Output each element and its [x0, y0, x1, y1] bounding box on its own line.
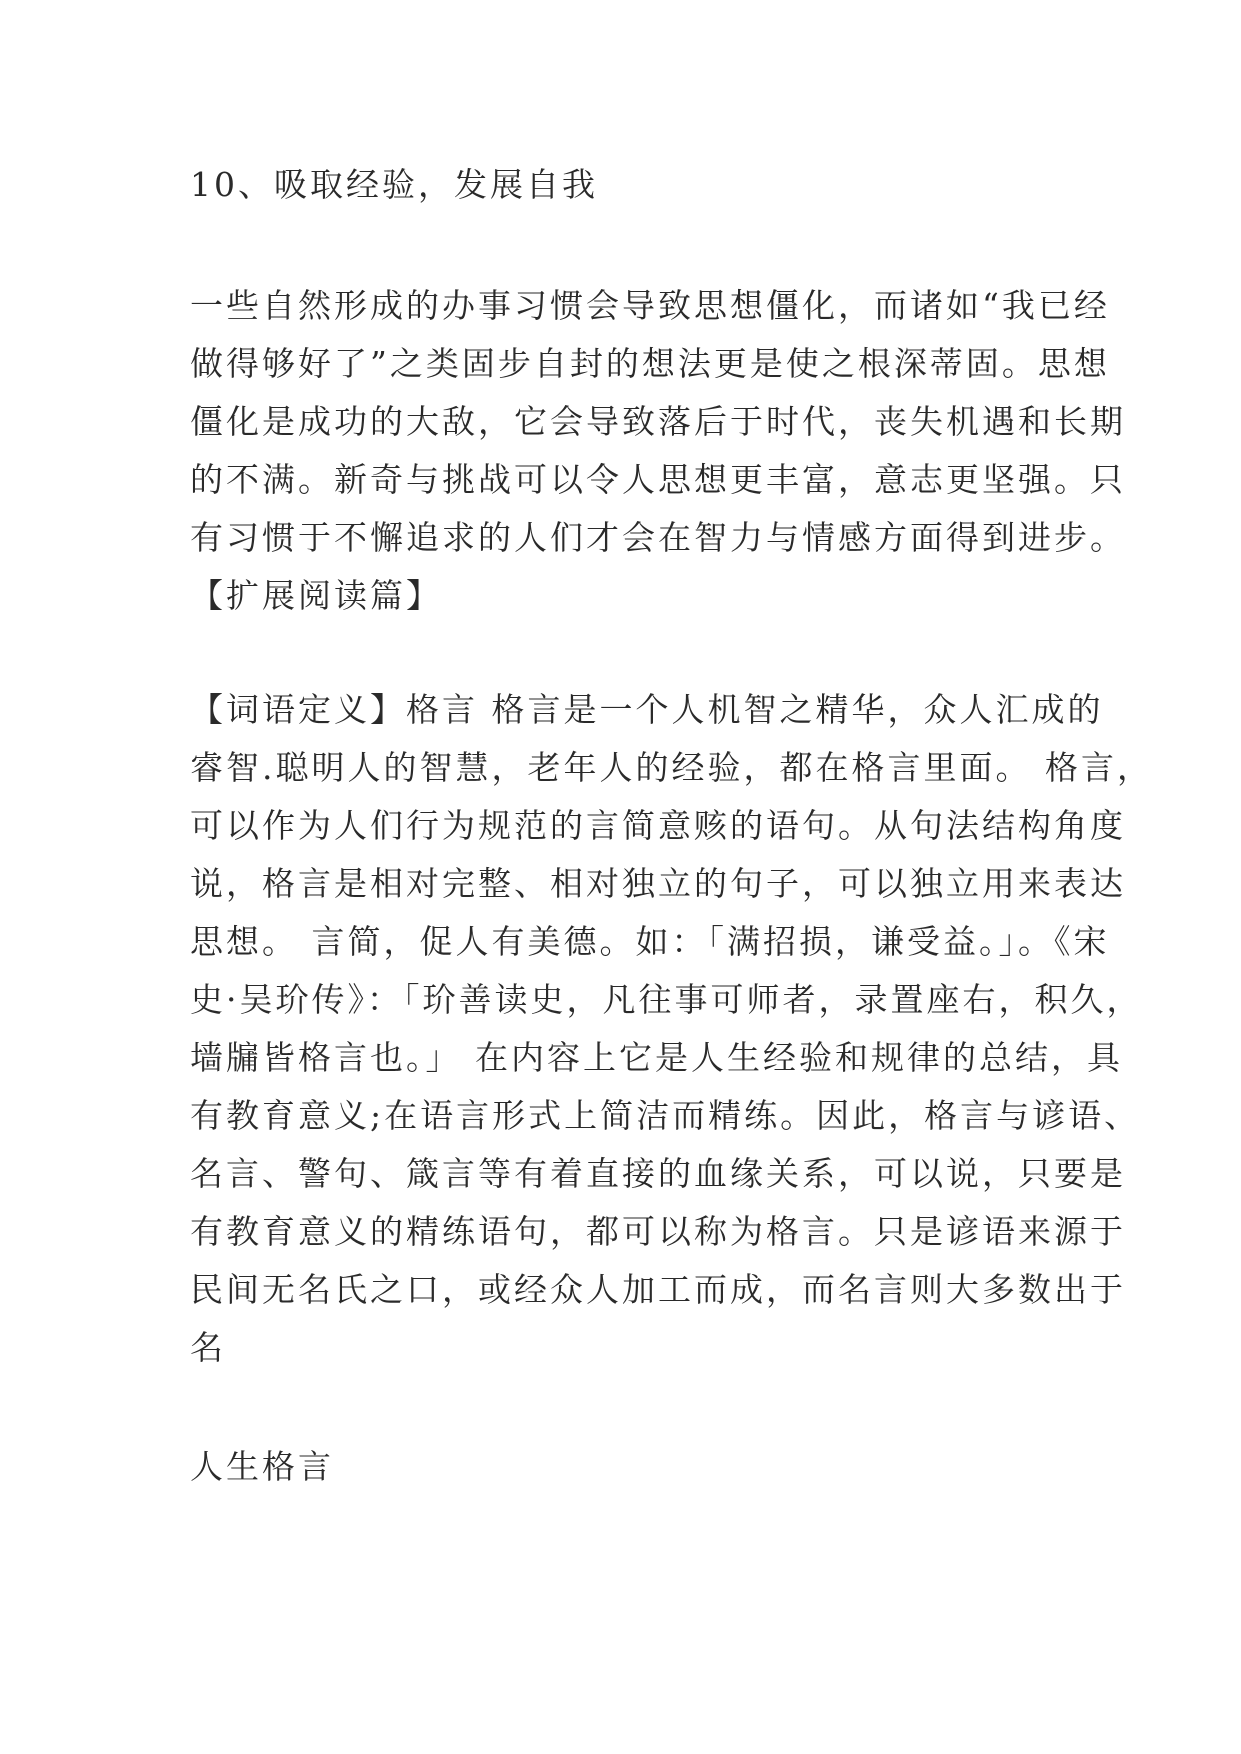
paragraph-line: 民间无名氏之口，或经众人加工而成，而名言则大多数出于	[190, 1270, 1126, 1309]
paragraph-line: 睿智.聪明人的智慧，老年人的经验，都在格言里面。 格言，	[190, 748, 1153, 787]
paragraph-line: 一些自然形成的办事习惯会导致思想僵化，而诸如“我已经	[190, 286, 1110, 325]
heading-text: 10、吸取经验，发展自我	[190, 165, 598, 204]
paragraph-line: 史·吴玠传》：「玠善读史，凡往事可师者，录置座右，积久，	[190, 980, 1143, 1019]
paragraph-line: 可以作为人们行为规范的言简意赅的语句。从句法结构角度	[190, 806, 1126, 845]
section-heading	[190, 1438, 1090, 1496]
paragraph-line: 僵化是成功的大敌，它会导致落后于时代，丧失机遇和长期	[190, 402, 1126, 441]
paragraph-line: 墙牖皆格言也。」 在内容上它是人生经验和规律的总结，具	[190, 1038, 1123, 1077]
paragraph-line: 有教育意义;在语言形式上简洁而精练。因此，格言与谚语、	[190, 1096, 1141, 1135]
section-heading	[190, 156, 1090, 214]
paragraph-line: 有教育意义的精练语句，都可以称为格言。只是谚语来源于	[190, 1212, 1126, 1251]
paragraph-habits	[190, 277, 1126, 625]
paragraph-line: 名	[190, 1328, 226, 1367]
paragraph-line: 【词语定义】格言 格言是一个人机智之精华，众人汇成的	[190, 690, 1104, 729]
paragraph-line: 有习惯于不懈追求的人们才会在智力与情感方面得到进步。	[190, 518, 1126, 557]
paragraph-line: 说，格言是相对完整、相对独立的句子，可以独立用来表达	[190, 864, 1126, 903]
extended-reading-label: 【扩展阅读篇】	[190, 576, 442, 615]
paragraph-line: 思想。 言简，促人有美德。如：「满招损，谦受益。」。《宋	[190, 922, 1110, 961]
paragraph-line: 的不满。新奇与挑战可以令人思想更丰富，意志更坚强。只	[190, 460, 1126, 499]
heading-text: 人生格言	[190, 1447, 334, 1486]
paragraph-line: 做得够好了”之类固步自封的想法更是使之根深蒂固。思想	[190, 344, 1110, 383]
paragraph-line: 名言、警句、箴言等有着直接的血缘关系，可以说，只要是	[190, 1154, 1126, 1193]
paragraph-definition	[190, 681, 1153, 1377]
